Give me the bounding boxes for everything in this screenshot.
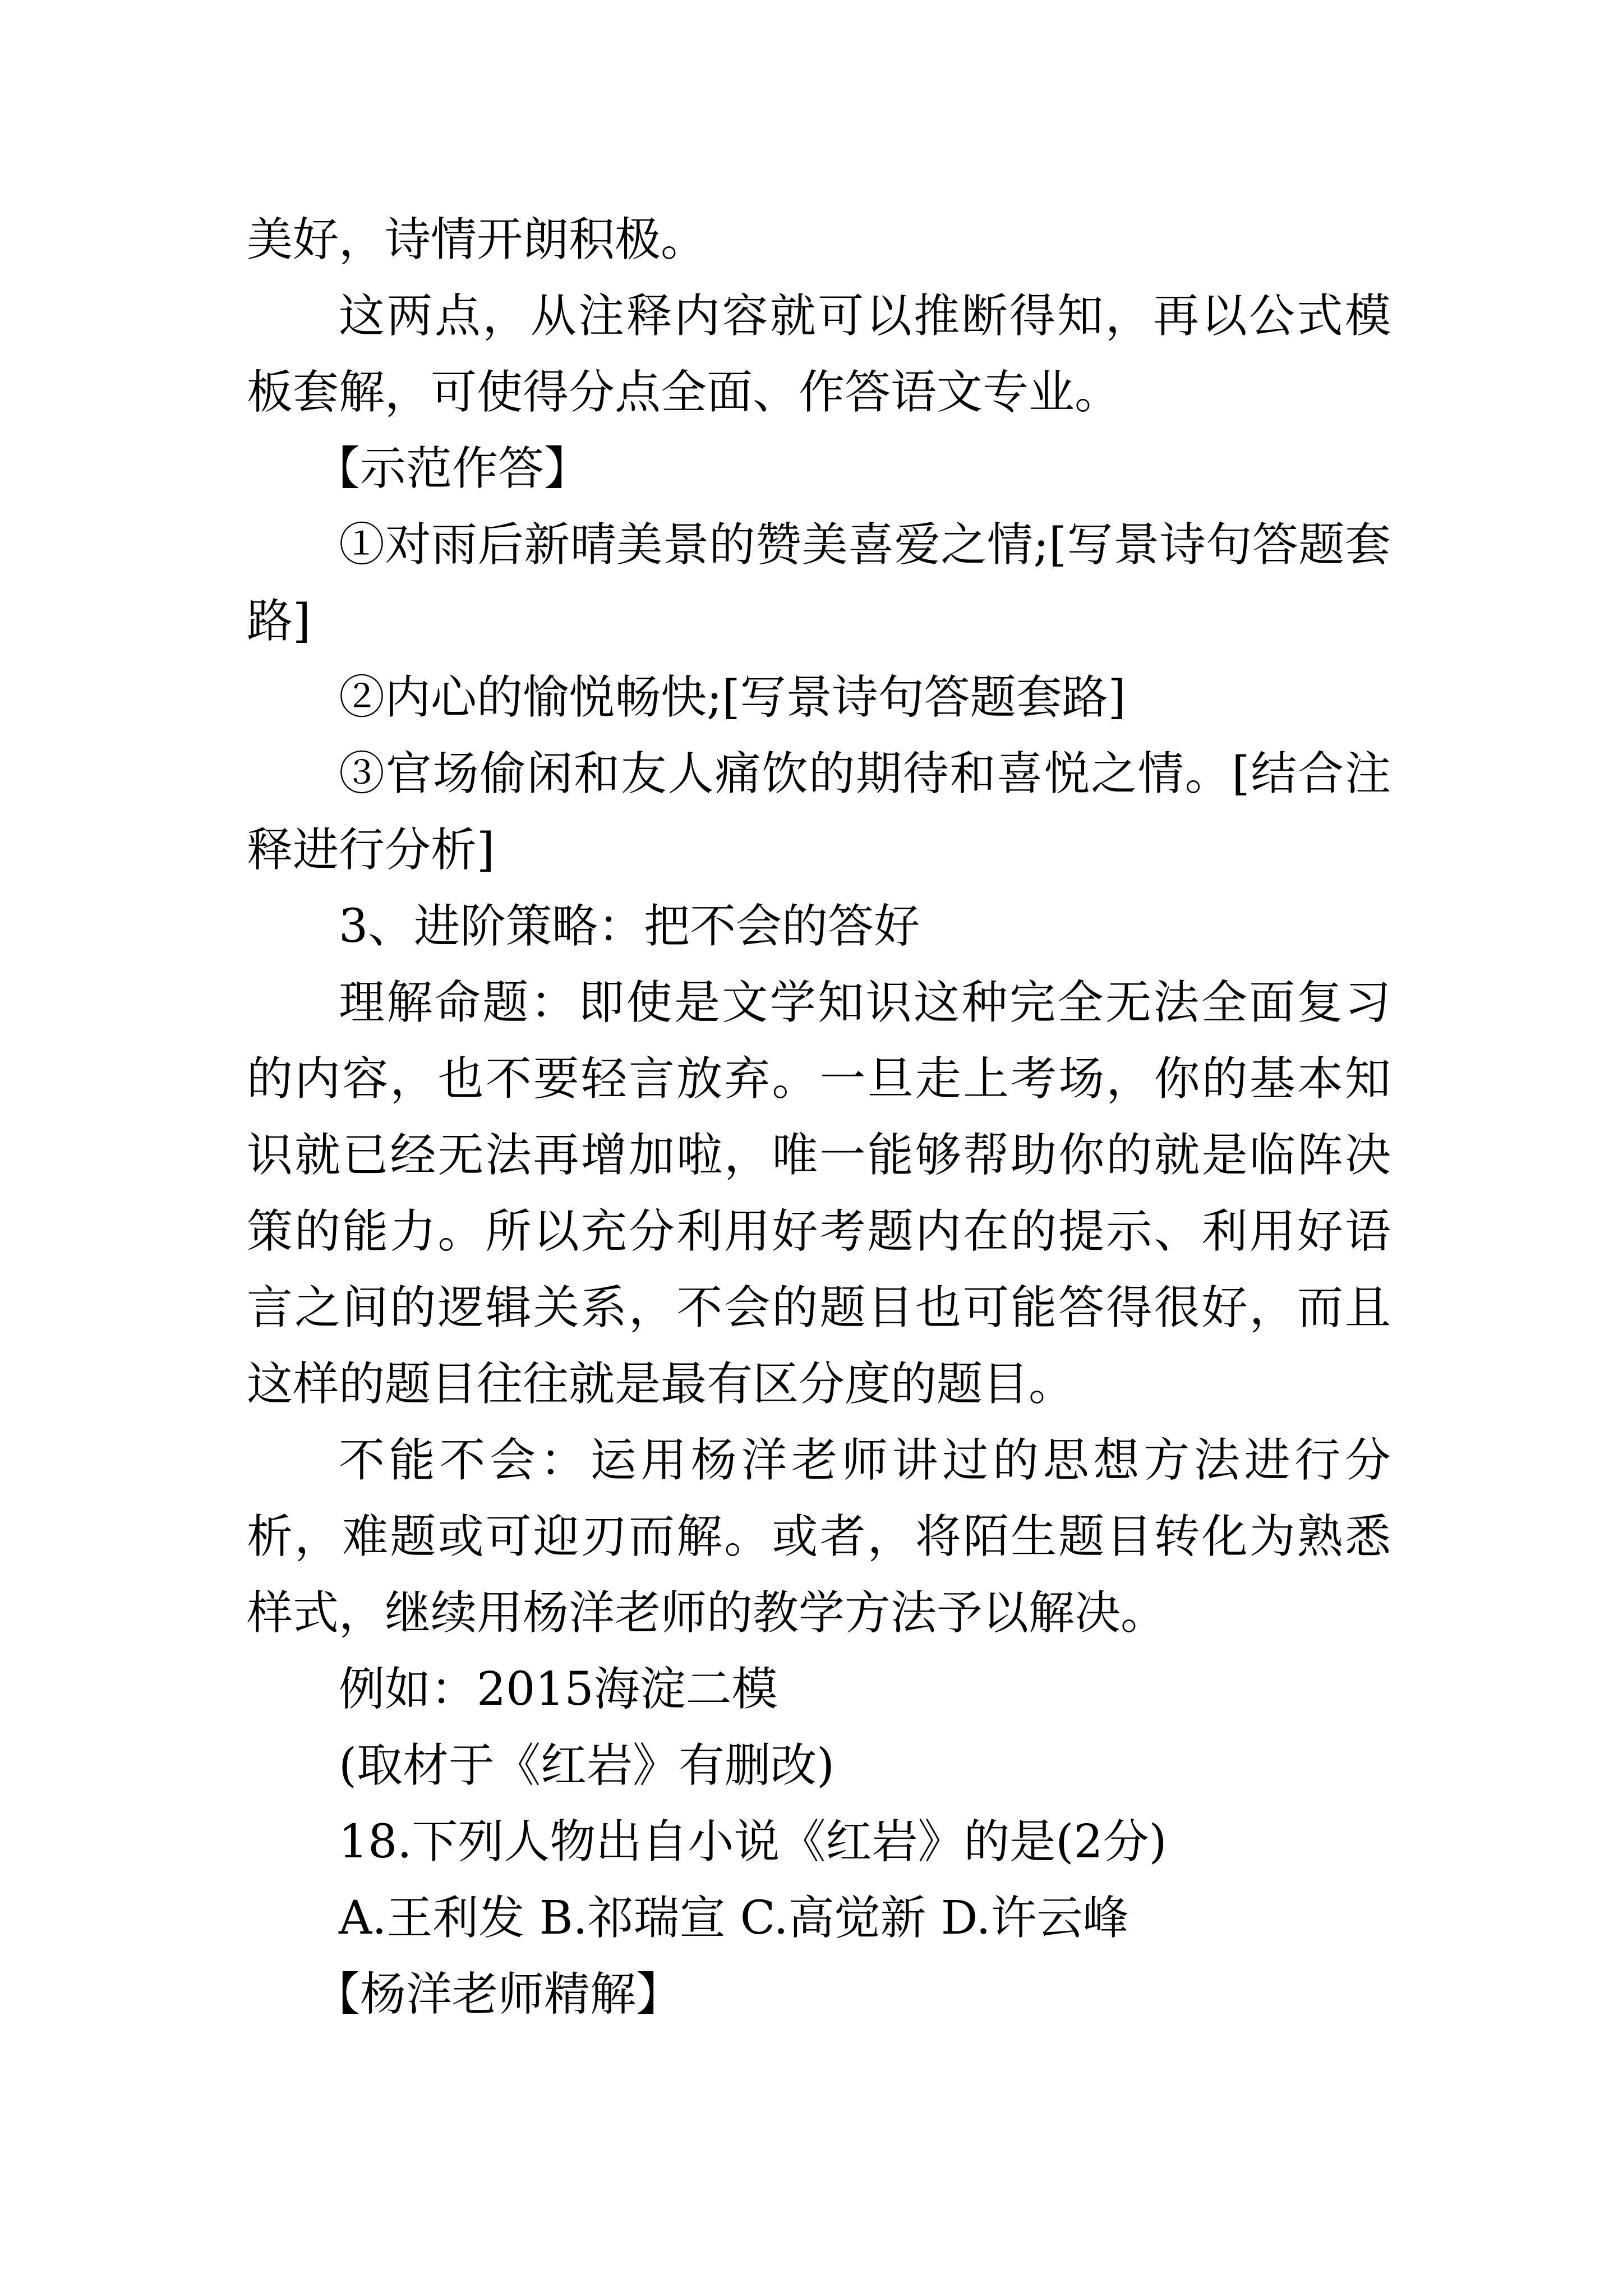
question-18: 18.下列人物出自小说《红岩》的是(2分) [339,1815,1167,1869]
paragraph-explanation: 这两点，从注释内容就可以推断得知，再以公式模板套解，可使得分点全面、作答语文专业。 [247,289,1391,419]
question-18-options: A.王利发 B.祁瑞宣 C.高觉新 D.许云峰 [339,1892,1129,1945]
section-heading-teacher-analysis: 【杨洋老师精解】 [314,1968,683,2021]
paragraph-continuation: 美好，诗情开朗积极。 [247,213,707,266]
answer-point-1: ①对雨后新晴美景的赞美喜爱之情;[写景诗句答题套路] [247,518,1391,648]
section-heading-advanced-strategy: 3、进阶策略：把不会的答好 [339,900,920,953]
answer-point-2: ②内心的愉悦畅快;[写景诗句答题套路] [339,671,1126,724]
example-material-note: (取材于《红岩》有删改) [339,1739,834,1792]
paragraph-must-know: 不能不会：运用杨洋老师讲过的思想方法进行分析，难题或可迎刃而解。或者，将陌生题目转化为熟悉样式，继续用杨洋老师的教学方法予以解决。 [247,1434,1391,1640]
document-body [247,202,1391,2033]
answer-point-3: ③官场偷闲和友人痛饮的期待和喜悦之情。[结合注释进行分析] [247,747,1391,877]
example-source: 例如：2015海淀二模 [339,1663,778,1716]
paragraph-understanding: 理解命题：即使是文学知识这种完全无法全面复习的内容，也不要轻言放弃。一旦走上考场，你的基本知识就已经无法再增加啦，唯一能够帮助你的就是临阵决策的能力。所以充分利用好考题内在的提示、利用好语言之间的逻辑关系，不会的题目也可能答得很好，而且这样的题目往往就是最有区分度的题目。 [247,976,1391,1411]
section-heading-sample-answer: 【示范作答】 [314,442,591,495]
